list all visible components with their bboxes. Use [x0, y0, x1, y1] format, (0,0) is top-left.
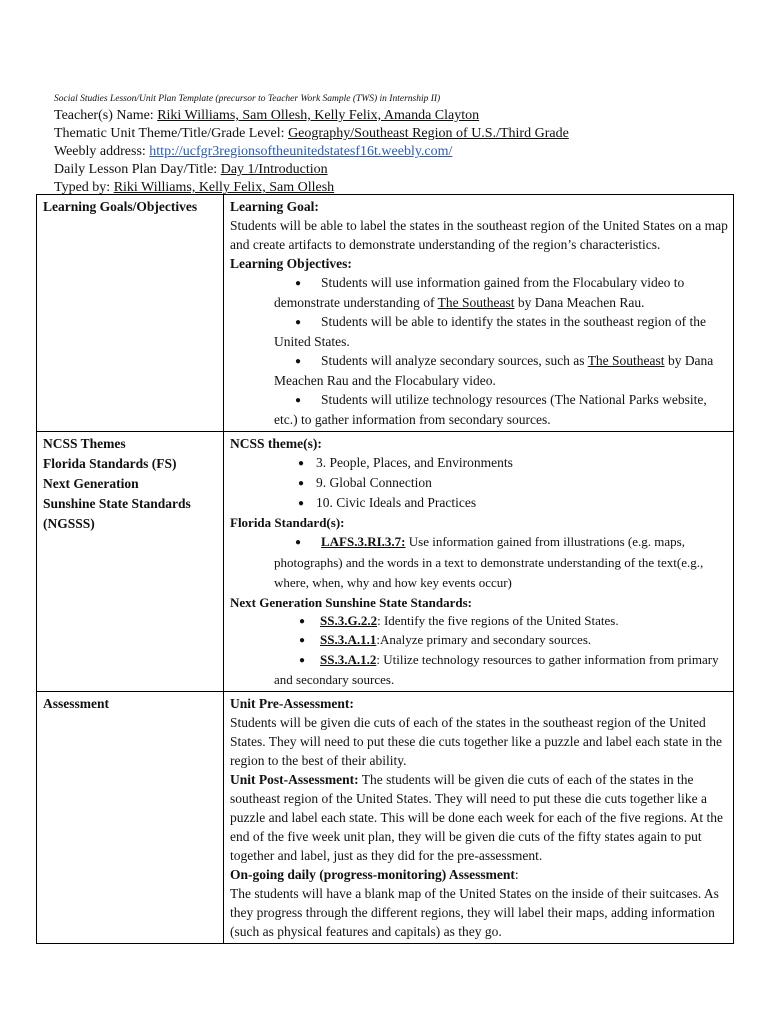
learning-goal-text: Students will be able to label the states in the southeast region of the United States on a map and create artifacts to demonstrate understanding of the region’s characteristics. [230, 218, 728, 252]
weebly-label: Weebly address: [54, 144, 150, 159]
standards-label: NCSS Themes [43, 436, 126, 451]
bullet-icon: ● [295, 537, 302, 548]
assessment-content-cell [224, 692, 734, 944]
objective-item: ● Students will be able to identify the states in the southeast region of the United States. [274, 314, 707, 349]
teachers-line [54, 107, 734, 125]
ngsss-heading: Next Generation Sunshine State Standards: [230, 595, 472, 610]
ngsss-item: ● SS.3.G.2.2: Identify the five regions of the United States. [230, 612, 729, 631]
pre-assessment-heading: Unit Pre-Assessment: [230, 696, 354, 711]
standards-label-cell [37, 432, 224, 692]
bullet-icon: ● [299, 655, 306, 666]
bullet-icon: ● [299, 616, 306, 627]
ongoing-assessment-text: The students will have a blank map of the United States on the inside of their suitcases. As they progress through the different regions, they will label their maps, adding information (such as physical features and capitals) as they go. [230, 886, 719, 939]
florida-standard-item: ● LAFS.3.RI.3.7: Use information gained from illustrations (e.g. maps, photographs) and the words in a text to demonstrate understanding of the text(e.g., where, when, why and how key events occur) [274, 534, 704, 590]
goals-content-cell [224, 195, 734, 432]
weebly-link[interactable]: http://ucfgr3regionsoftheunitedstatesf16t.weebly.com/ [149, 144, 453, 159]
daily-line [54, 161, 734, 179]
theme-line [54, 125, 734, 143]
ncss-item: ● 10. Civic Ideals and Practices [230, 493, 729, 513]
standard-code: LAFS.3.RI.3.7: [321, 534, 406, 549]
post-assessment-text: The students will be given die cuts of each of the states in the southeast region of the United States. They will need to put these die cuts together like a puzzle and label each state. This will be done each week for each of the five regions. At the end of the five week unit plan, they will be given die cuts of the fifty states again to put together and label, just as they did for the pre-assessment. [230, 772, 724, 863]
template-caption: Social Studies Lesson/Unit Plan Template (precursor to Teacher Work Sample (TWS) in Internship II) [54, 94, 441, 104]
lesson-plan-table [36, 194, 734, 944]
daily-value: Day 1/Introduction [220, 162, 328, 177]
bullet-icon: ● [295, 278, 302, 289]
standards-label: Florida Standards (FS) [43, 456, 177, 471]
florida-standards-heading: Florida Standard(s): [230, 515, 345, 530]
standard-code: SS.3.G.2.2 [320, 613, 378, 628]
goals-row [37, 195, 734, 432]
bullet-icon: ● [298, 478, 305, 489]
assessment-label: Assessment [43, 696, 109, 711]
bullet-icon: ● [298, 458, 305, 469]
ncss-heading: NCSS theme(s): [230, 436, 322, 451]
pre-assessment-text: Students will be given die cuts of each of the states in the southeast region of the United States. They will need to put these die cuts together like a puzzle and label each state in the region to the best of their ability. [230, 715, 722, 768]
learning-goal-heading: Learning Goal: [230, 199, 319, 214]
ncss-item: ● 3. People, Places, and Environments [230, 453, 729, 473]
typed-value: Riki Williams, Kelly Felix, Sam Ollesh [113, 180, 335, 195]
assessment-row [37, 692, 734, 944]
learning-objectives-heading: Learning Objectives: [230, 256, 352, 271]
standards-row [37, 432, 734, 692]
daily-label: Daily Lesson Plan Day/Title: [54, 162, 221, 177]
bullet-icon: ● [295, 395, 302, 406]
goals-label-cell [37, 195, 224, 432]
standards-label: (NGSSS) [43, 516, 95, 531]
typed-label: Typed by: [54, 180, 114, 195]
document-header [54, 92, 734, 197]
ngsss-item: ● SS.3.A.1.1:Analyze primary and secondary sources. [230, 631, 729, 650]
standard-code: SS.3.A.1.1 [320, 632, 377, 647]
book-title: The Southeast [437, 295, 515, 310]
teachers-label: Teacher(s) Name: [54, 108, 158, 123]
assessment-label-cell [37, 692, 224, 944]
ongoing-assessment-heading: On-going daily (progress-monitoring) Assessment [230, 867, 515, 882]
theme-value: Geography/Southeast Region of U.S./Third Grade [288, 126, 569, 141]
teachers-value: Riki Williams, Sam Ollesh, Kelly Felix, Amanda Clayton [157, 108, 480, 123]
weebly-line [54, 143, 734, 161]
standards-label: Next Generation [43, 476, 139, 491]
bullet-icon: ● [299, 635, 306, 646]
bullet-icon: ● [295, 356, 302, 367]
standard-code: SS.3.A.1.2 [320, 652, 377, 667]
theme-label: Thematic Unit Theme/Title/Grade Level: [54, 126, 289, 141]
standards-label: Sunshine State Standards [43, 496, 191, 511]
goals-label: Learning Goals/Objectives [43, 199, 198, 214]
bullet-icon: ● [295, 317, 302, 328]
post-assessment-heading: Unit Post-Assessment: [230, 772, 359, 787]
standards-content-cell [224, 432, 734, 692]
ncss-item: ● 9. Global Connection [230, 473, 729, 493]
bullet-icon: ● [298, 498, 305, 509]
objective-item: ● Students will utilize technology resources (The National Parks website, etc.) to gather information from secondary sources. [274, 392, 707, 427]
objective-item: ● Students will analyze secondary sources, such as The Southeast by Dana Meachen Rau and the Flocabulary video. [274, 353, 714, 388]
book-title: The Southeast [587, 353, 665, 368]
ngsss-item: ● SS.3.A.1.2: Utilize technology resources to gather information from primary and secondary sources. [274, 652, 719, 687]
objective-item: ● Students will use information gained from the Flocabulary video to demonstrate understanding of The Southeast by Dana Meachen Rau. [274, 275, 685, 310]
ongoing-assessment-heading-line: On-going daily (progress-monitoring) Assessment: [230, 867, 519, 882]
post-assessment-paragraph [230, 770, 729, 865]
